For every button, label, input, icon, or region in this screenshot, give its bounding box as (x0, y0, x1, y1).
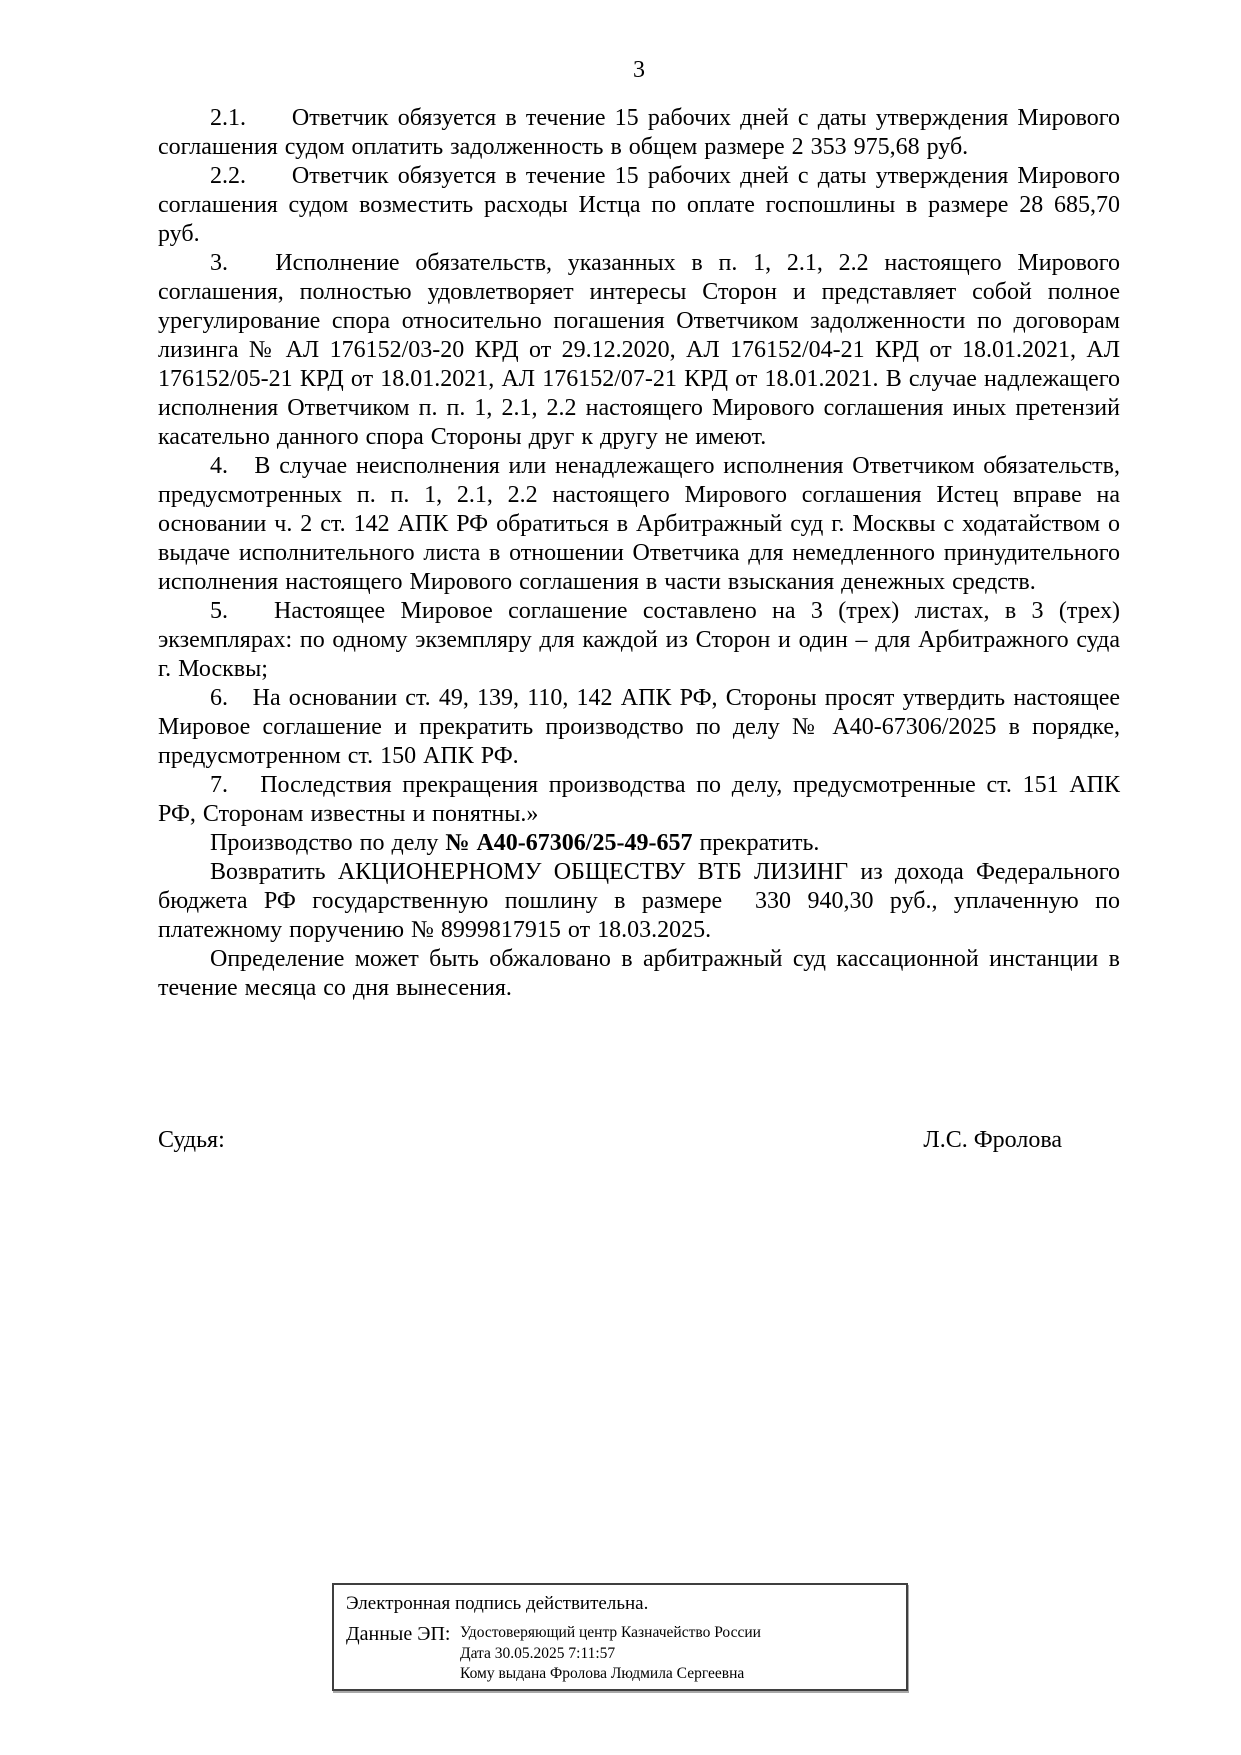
paragraph-refund: Возвратить АКЦИОНЕРНОМУ ОБЩЕСТВУ ВТБ ЛИЗИНГ из дохода Федерального бюджета РФ государственную пошлину в размере 330 940,30 руб., уплаченную по платежному поручению № 8999817915 от 18.03.2025. (158, 859, 1120, 943)
paragraph-appeal: Определение может быть обжаловано в арбитражный суд кассационной инстанции в течение месяца со дня вынесения. (158, 946, 1120, 1001)
paragraph-5: 5. Настоящее Мировое соглашение составлено на 3 (трех) листах, в 3 (трех) экземплярах: по одному экземпляру для каждой из Сторон и один – для Арбитражного суда г. Москвы; (158, 598, 1120, 682)
signature-issued-to: Кому выдана Фролова Людмила Сергеевна (460, 1665, 745, 1682)
signature-valid-text: Электронная подпись действительна. (346, 1593, 649, 1614)
signature-data-row (346, 1623, 896, 1685)
paragraph-decision (158, 829, 1120, 858)
judge-name: Л.С. Фролова (923, 1127, 1062, 1153)
signature-authority: Удостоверяющий центр Казначейство России (460, 1624, 761, 1641)
decision-text-post: прекратить. (692, 830, 820, 856)
signature-date: Дата 30.05.2025 7:11:57 (460, 1644, 616, 1662)
paragraph-4: 4. В случае неисполнения или ненадлежащего исполнения Ответчиком обязательств, предусмотренных п. п. 1, 2.1, 2.2 настоящего Мирового соглашения Истец вправе на основании ч. 2 ст. 142 АПК РФ обратиться в Арбитражный суд г. Москвы с ходатайством о выдаче исполнительного листа в отношении Ответчика для немедленного принудительного исполнения настоящего Мирового соглашения в части взыскания денежных средств. (158, 453, 1120, 595)
paragraph-2-2: 2.2. Ответчик обязуется в течение 15 рабочих дней с даты утверждения Мирового соглашения судом возместить расходы Истца по оплате госпошлины в размере 28 685,70 руб. (158, 163, 1120, 247)
decision-text-pre: Производство по делу (210, 830, 446, 856)
paragraph-7: 7. Последствия прекращения производства по делу, предусмотренные ст. 151 АПК РФ, Сторонам известны и понятны.» (158, 772, 1120, 827)
page-number: 3 (633, 57, 645, 83)
document-body (158, 104, 1120, 1003)
judge-row (158, 1126, 1120, 1155)
signature-data-label: Данные ЭП: (346, 1623, 451, 1645)
signature-details (460, 1623, 761, 1685)
paragraph-3: 3. Исполнение обязательств, указанных в п. 1, 2.1, 2.2 настоящего Мирового соглашения, полностью удовлетворяет интересы Сторон и представляет собой полное урегулирование спора относительно погашения Ответчиком задолженности по договорам лизинга № АЛ 176152/03-20 КРД от 29.12.2020, АЛ 176152/04-21 КРД от 18.01.2021, АЛ 176152/05-21 КРД от 18.01.2021, АЛ 176152/07-21 КРД от 18.01.2021. В случае надлежащего исполнения Ответчиком п. п. 1, 2.1, 2.2 настоящего Мирового соглашения иных претензий касательно данного спора Стороны друг к другу не имеют. (158, 250, 1120, 450)
judge-label: Судья: (158, 1127, 225, 1153)
paragraph-6: 6. На основании ст. 49, 139, 110, 142 АПК РФ, Стороны просят утвердить настоящее Мировое соглашение и прекратить производство по делу № А40-67306/2025 в порядке, предусмотренном ст. 150 АПК РФ. (158, 685, 1120, 769)
electronic-signature-stamp (332, 1583, 908, 1691)
case-number: № А40-67306/25-49-657 (445, 830, 693, 856)
paragraph-2-1: 2.1. Ответчик обязуется в течение 15 рабочих дней с даты утверждения Мирового соглашения судом оплатить задолженность в общем размере 2 353 975,68 руб. (158, 105, 1120, 160)
